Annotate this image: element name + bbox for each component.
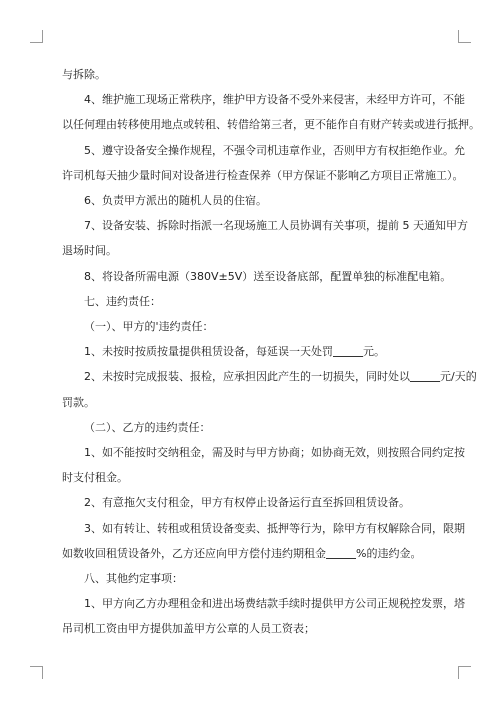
text-line <box>62 364 477 389</box>
crop-mark-bottom-right <box>458 666 471 679</box>
section-heading: 七、违约责任： <box>84 294 161 308</box>
text-fragment: 1、未按时按质按量提供租赁设备，每延误一天处罚 <box>84 345 333 359</box>
text-line: 许司机每天抽少量时间对设备进行检查保养（甲方保证不影响乙方项目正常施工）。 <box>62 168 464 182</box>
fill-in-blank <box>410 369 440 382</box>
text-line: 时支付租金。 <box>62 471 128 485</box>
text-fragment: 元。 <box>363 345 385 359</box>
fill-in-blank <box>326 546 356 559</box>
text-line: 3、如有转让、转租或租赁设备变卖、抵押等行为，除甲方有权解除合同，限期 <box>84 521 465 535</box>
fill-in-blank <box>333 344 363 357</box>
text-fragment: 如数收回租赁设备外，乙方还应向甲方偿付违约期租金 <box>62 546 326 560</box>
text-line: 退场时间。 <box>62 244 117 258</box>
text-fragment: %的违约金。 <box>356 546 422 560</box>
subsection-heading: （一）、甲方的'违约责任： <box>84 320 214 334</box>
text-line: 6、负责甲方派出的随机人员的住宿。 <box>84 194 267 208</box>
text-line: 1、如不能按时交纳租金，需及时与甲方协商；如协商无效，则按照合同约定按 <box>84 446 465 460</box>
text-line: 8、将设备所需电源（380V±5V）送至设备底部，配置单独的标准配电箱。 <box>84 269 452 283</box>
crop-mark-bottom-left <box>30 666 43 679</box>
text-line <box>62 339 444 364</box>
document-body <box>62 62 480 642</box>
text-line: 7、设备安装、拆除时指派一名现场施工人员协调有关事项，提前 5 天通知甲方 <box>84 219 468 233</box>
subsection-heading: （二）、乙方的违约责任： <box>84 420 211 434</box>
text-line <box>62 541 444 566</box>
text-line: 1、甲方向乙方办理租金和进出场费结款手续时提供甲方公司正规税控发票，塔 <box>84 597 465 611</box>
text-line: 4、维护施工现场正常秩序，维护甲方设备不受外来侵害，未经甲方许可，不能 <box>84 93 465 107</box>
text-line: 吊司机工资由甲方提供加盖甲方公章的人员工资表； <box>62 622 315 636</box>
section-heading: 八、其他约定事项： <box>84 572 183 586</box>
text-line: 与拆除。 <box>62 68 106 81</box>
crop-mark-top-left <box>30 30 43 43</box>
crop-mark-top-right <box>458 30 471 43</box>
text-line: 5、遵守设备安全操作规程，不强令司机违章作业，否则甲方有权拒绝作业。允 <box>84 143 465 157</box>
text-fragment: 元/天的 <box>440 370 477 384</box>
text-line: 2、有意拖欠支付租金，甲方有权停止设备运行直至拆回租赁设备。 <box>84 496 410 510</box>
text-line: 罚款。 <box>62 395 95 409</box>
text-line: 以任何理由转移使用地点或转租、转借给第三者，更不能作自有财产转卖或进行抵押。 <box>62 118 480 132</box>
text-fragment: 2、未按时完成报装、报检，应承担因此产生的一切损失，同时处以 <box>84 370 410 384</box>
